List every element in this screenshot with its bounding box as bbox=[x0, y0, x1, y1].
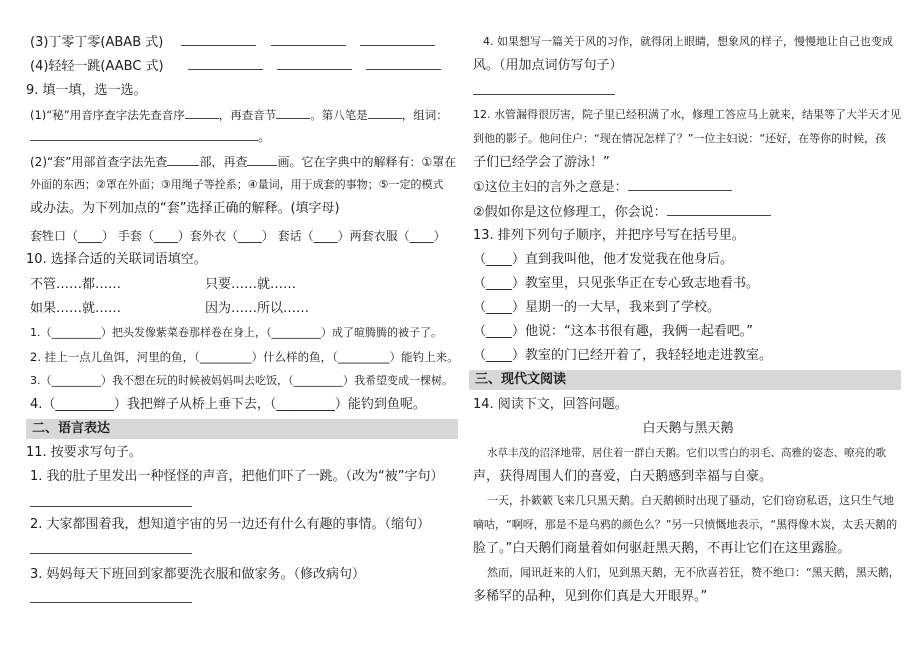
answer-line[interactable] bbox=[188, 57, 263, 70]
connector-pair: 只要……就…… bbox=[205, 277, 297, 292]
answer-row bbox=[30, 494, 192, 513]
question-12-text: 子们已经学会了游泳！” bbox=[473, 155, 610, 170]
item-abab: (3)丁零丁零(ABAB 式) bbox=[30, 33, 435, 52]
q9-part2-items: 套牲口（____） 手套（____）套外衣（____） 套话（____）两套衣服（____） bbox=[30, 229, 446, 243]
rewrite-task: 3. 妈妈每天下班回到家都要洗衣服和做家务。（修改病句） bbox=[30, 567, 366, 582]
question-10: 10. 选择合适的关联词语填空。 bbox=[26, 252, 207, 267]
question-13: 13. 排列下列句子顺序，并把序号写在括号里。 bbox=[473, 228, 745, 243]
q9-part2-text: 或办法。为下列加点的“套”选择正确的解释。(填字母) bbox=[30, 201, 340, 216]
story-title: 白天鹅与黑天鹅 bbox=[642, 421, 734, 436]
answer-line[interactable] bbox=[30, 590, 192, 603]
q9-part2-text: 外面的东西；②罩在外面；③用绳子等拴系；④量词，用于成套的事物；⑤一定的模式 bbox=[30, 178, 444, 191]
connector-pair: 不管……都…… bbox=[30, 277, 122, 292]
connector-pair: 因为……所以…… bbox=[205, 301, 310, 316]
question-9: 9. 填一填，选一选。 bbox=[26, 83, 147, 98]
answer-row bbox=[30, 541, 192, 560]
answer-line[interactable] bbox=[628, 178, 732, 191]
order-item: （____）星期一的一大早，我来到了学校。 bbox=[473, 300, 721, 315]
q9-part1: (1)“秘”用音序查字法先查音序 ，再查音节 。第八笔是 ，组词： bbox=[30, 108, 448, 122]
order-item: （____）教室里，只见张华正在专心致志地看书。 bbox=[473, 276, 760, 291]
connector-pair: 如果……就…… bbox=[30, 301, 122, 316]
answer-row bbox=[30, 590, 192, 609]
paragraph-line: 水草丰茂的沼泽地带，居住着一群白天鹅。它们以雪白的羽毛、高雅的姿态、嘹亮的歌 bbox=[487, 447, 886, 459]
answer-line[interactable] bbox=[30, 541, 192, 554]
question-11: 11. 按要求写句子。 bbox=[26, 445, 142, 460]
question-14: 14. 阅读下文，回答问题。 bbox=[473, 397, 628, 412]
answer-line[interactable] bbox=[167, 153, 199, 166]
answer-line[interactable] bbox=[360, 33, 435, 46]
section-header-reading: 三、现代文阅读 bbox=[469, 370, 901, 390]
answer-line[interactable] bbox=[185, 106, 219, 119]
paragraph-line: 然而，闻讯赶来的人们，见到黑天鹅，无不欣喜若狂，赞不绝口：“黑天鹅，黑天鹅， bbox=[487, 566, 900, 579]
fill-sentence: 3.（_________）我不想在玩的时候被妈妈叫去吃饭，（_________）我希望变成一棵树。 bbox=[30, 374, 453, 387]
answer-line[interactable] bbox=[181, 33, 256, 46]
question-12: 12. 水管漏得很厉害，院子里已经积满了水，修理工答应马上就来，结果等了大半天才见 bbox=[473, 108, 901, 121]
order-item: （____）他说：“这本书很有趣，我俩一起看吧。” bbox=[473, 324, 753, 339]
answer-line[interactable] bbox=[271, 33, 346, 46]
q12-sub2: ②假如你是这位修理工，你会说： bbox=[473, 203, 771, 222]
q-wind-text: 风。（用加点词仿写句子） bbox=[473, 58, 623, 73]
paragraph-line: 嘀咕，“啊呀，那是不是乌鸦的颜色么？”另一只愤慨地表示，“黑得像木炭，太丢天鹅的 bbox=[473, 518, 898, 531]
fill-sentence: 2. 挂上一点儿鱼饵，河里的鱼，（_________）什么样的鱼，（_________）能钓上来。 bbox=[30, 350, 459, 364]
answer-row bbox=[473, 82, 615, 101]
q9-part2: (2)“套”用部首查字法先查 部，再查 画。它在字典中的解释有：①罩在 bbox=[30, 155, 457, 169]
rewrite-task: 1. 我的肚子里发出一种怪怪的声音，把他们吓了一跳。（改为“被”字句） bbox=[30, 469, 444, 484]
rewrite-task: 2. 大家都围着我，想知道宇宙的另一边还有什么有趣的事情。（缩句） bbox=[30, 517, 431, 532]
answer-line[interactable] bbox=[30, 128, 258, 141]
answer-line[interactable] bbox=[30, 494, 192, 507]
fill-sentence: 4.（_________）我把辫子从桥上垂下去，（_________）能钓到鱼呢。 bbox=[30, 397, 426, 412]
answer-line[interactable] bbox=[277, 57, 352, 70]
answer-line[interactable] bbox=[366, 57, 441, 70]
paragraph-line: 声，获得周围人们的喜爱，白天鹅感到幸福与自豪。 bbox=[473, 469, 773, 484]
paragraph-line: 多稀罕的品种，见到你们真是大开眼界。” bbox=[473, 589, 708, 604]
answer-line[interactable] bbox=[247, 153, 277, 166]
answer-line[interactable] bbox=[473, 82, 615, 95]
paragraph-line: 脸了。”白天鹅们商量着如何驱赶黑天鹅，不再让它们在这里露脸。 bbox=[473, 541, 851, 556]
paragraph-line: 一天，扑簌簌飞来几只黑天鹅。白天鹅顿时出现了骚动，它们窃窃私语，这只生气地 bbox=[487, 494, 894, 507]
section-header-language: 二、语言表达 bbox=[26, 419, 458, 439]
item-aabc: (4)轻轻一跳(AABC 式) bbox=[30, 57, 441, 76]
question-12-text: 到他的影子。他问住户：“现在情况怎样了？”一位主妇说：“还好，在等你的时候，孩 bbox=[473, 132, 887, 145]
fill-sentence: 1.（_________）把头发像紫菜卷那样卷在身上，（_________）成了暄腾腾的被子了。 bbox=[30, 326, 442, 339]
order-item: （____）直到我叫他，他才发觉我在他身后。 bbox=[473, 252, 734, 267]
q-wind-text: 4. 如果想写一篇关于风的习作，就得闭上眼睛，想象风的样子，慢慢地让自己也变成 bbox=[483, 35, 893, 48]
order-item: （____）教室的门已经开着了，我轻轻地走进教室。 bbox=[473, 348, 773, 363]
answer-line[interactable] bbox=[667, 203, 771, 216]
q12-sub1: ①这位主妇的言外之意是： bbox=[473, 178, 732, 197]
answer-line[interactable] bbox=[368, 106, 402, 119]
answer-line[interactable] bbox=[276, 106, 310, 119]
q9-part1-line: 。 bbox=[30, 128, 271, 147]
